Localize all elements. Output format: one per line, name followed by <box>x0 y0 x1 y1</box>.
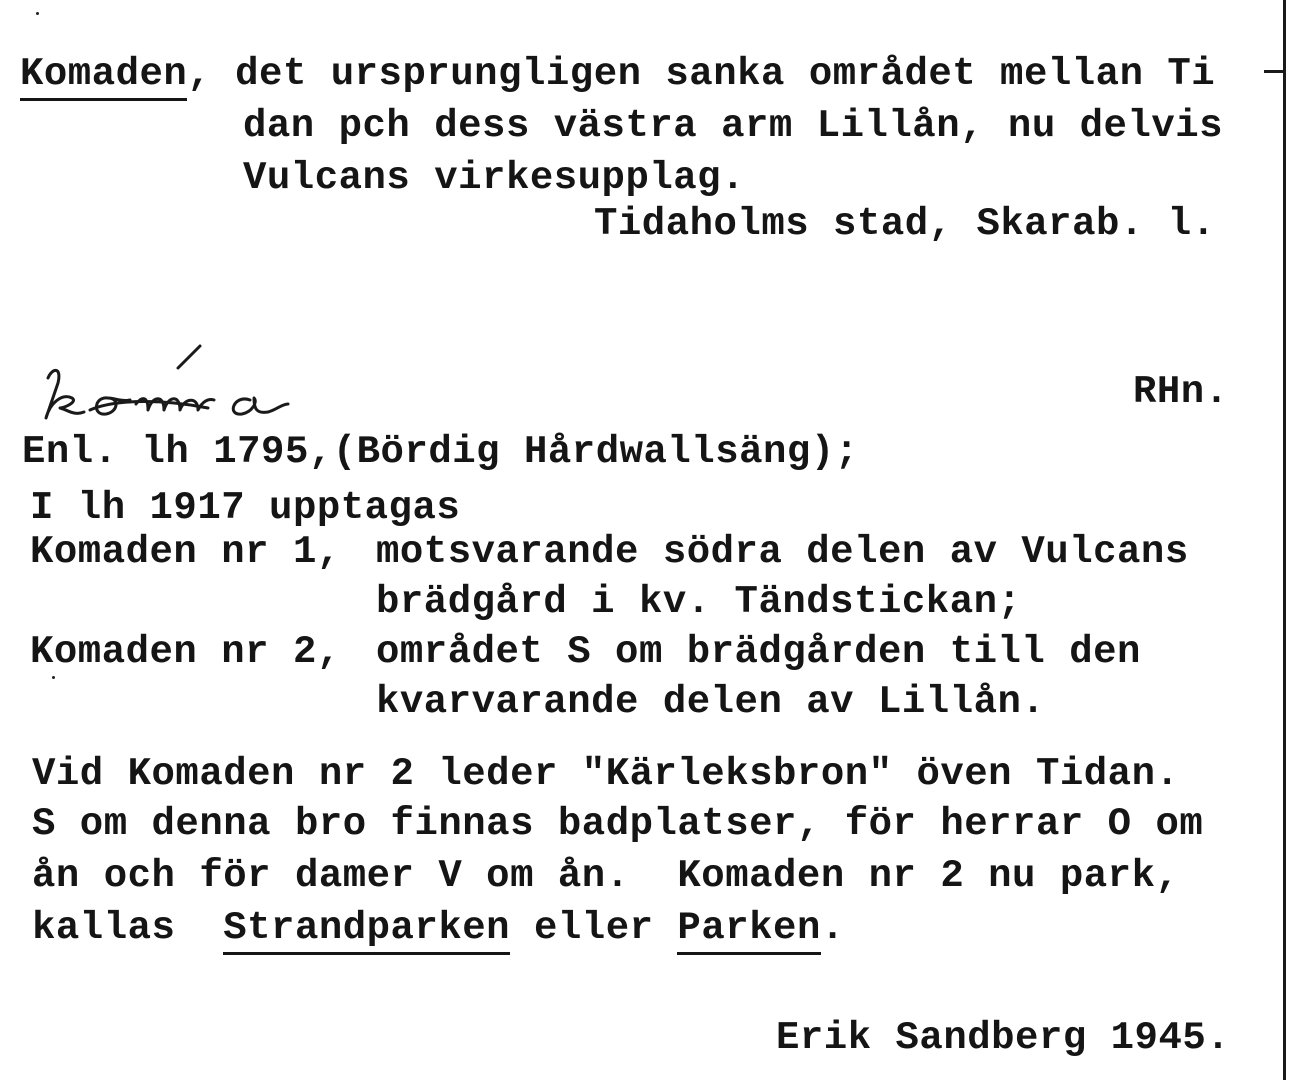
entry-heading-line <box>20 50 1215 98</box>
handwritten-text: kóma <box>38 338 41 339</box>
note-line-4-suffix: . <box>820 906 845 950</box>
komaden-nr2-text-cont: kvarvarande delen av Lillån. <box>376 680 1046 724</box>
komaden-nr2-label: Komaden nr 2, <box>30 630 341 674</box>
park-name-parken: Parken <box>677 906 820 955</box>
initials: RHn. <box>1133 370 1229 414</box>
location-text: Tidaholms stad, Skarab. l. <box>594 202 1216 246</box>
note-line-4-prefix: kallas <box>32 906 224 950</box>
komaden-nr1-text-cont: brädgård i kv. Tändstickan; <box>376 580 1022 624</box>
komaden-nr2-text: området S om brädgården till den <box>376 630 1141 674</box>
body-line-2: I lh 1917 upptagas <box>30 486 461 530</box>
note-line-3: ån och för damer V om ån. Komaden nr 2 nu park, <box>32 854 1180 898</box>
signature: Erik Sandberg 1945. <box>776 1016 1231 1060</box>
note-line-4 <box>32 904 845 952</box>
card-right-edge <box>1283 0 1286 1080</box>
definition-line-3: Vulcans virkesupplag. <box>243 156 745 200</box>
definition-line-1: , det ursprungligen sanka området mellan Ti <box>187 52 1216 96</box>
komaden-nr1-text: motsvarande södra delen av Vulcans <box>376 530 1189 574</box>
headword: Komaden <box>20 52 187 101</box>
handwritten-pronunciation <box>38 338 378 438</box>
komaden-nr1-label: Komaden nr 1, <box>30 530 341 574</box>
body-line-1: Enl. lh 1795,(Bördig Hårdwallsäng); <box>22 430 859 474</box>
definition-line-2: dan pch dess västra arm Lillån, nu delvis <box>243 104 1224 148</box>
speck <box>36 12 39 15</box>
card-edge-tick <box>1264 70 1286 73</box>
note-line-1: Vid Komaden nr 2 leder "Kärleksbron" öven Tidan. <box>32 752 1180 796</box>
note-line-4-middle: eller <box>510 906 678 950</box>
park-name-strandparken: Strandparken <box>223 906 510 955</box>
speck <box>52 676 55 679</box>
note-line-2: S om denna bro finnas badplatser, för herrar O om <box>32 802 1204 846</box>
